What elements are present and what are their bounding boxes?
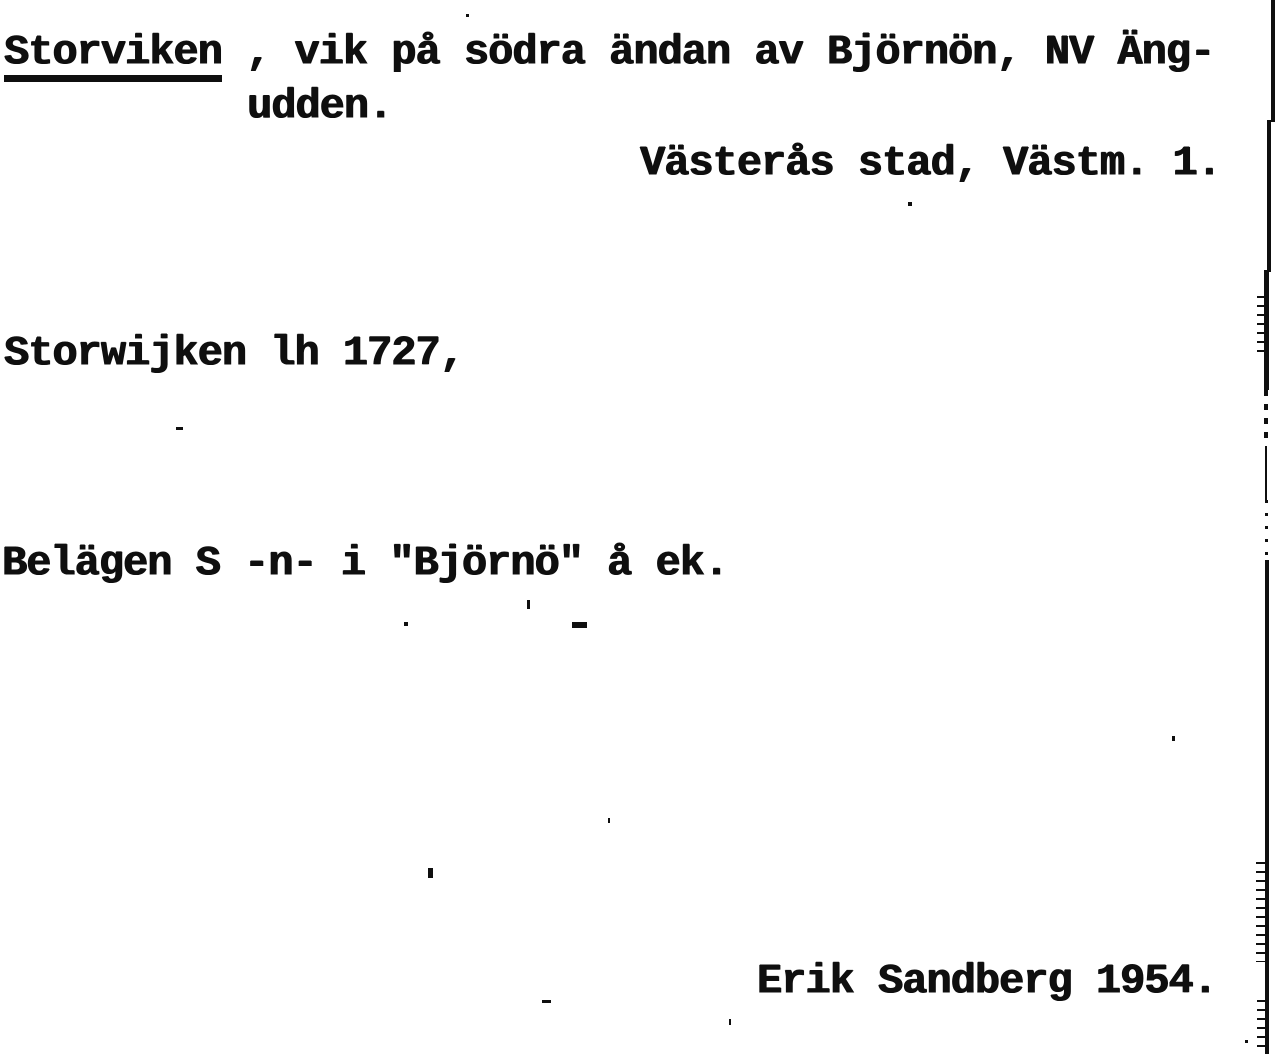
scan-speck: [608, 818, 610, 823]
card-edge-segment: [1265, 560, 1269, 1054]
note-line: Belägen S -n- i "Björnö" å ek.: [2, 539, 729, 587]
scan-speck: [176, 427, 183, 430]
scan-speck: [527, 600, 530, 609]
card-edge-segment: [1265, 446, 1267, 500]
card-edge-dots: [1265, 500, 1268, 560]
card-edge-dashes: [1264, 390, 1268, 446]
card-edge-ticks: [1256, 862, 1266, 962]
headword: Storviken: [4, 30, 222, 82]
scan-speck: [466, 14, 469, 17]
scan-speck: [729, 1019, 731, 1025]
scan-speck: [404, 622, 408, 626]
card-edge-segment: [1271, 0, 1275, 122]
scan-speck: [1245, 1040, 1248, 1043]
card-edge-segment: [1267, 120, 1271, 272]
signature-line: Erik Sandberg 1954.: [757, 957, 1217, 1005]
location-line: Västerås stad, Västm. 1.: [640, 139, 1221, 187]
head-continuation-line: udden.: [247, 82, 393, 130]
entry-head-line: [4, 30, 1214, 82]
scan-speck: [428, 868, 433, 878]
headword-rest: , vik på södra ändan av Björnön, NV Äng-: [221, 28, 1215, 76]
scan-speck: [542, 1000, 551, 1003]
card-edge-ticks: [1257, 1000, 1266, 1054]
card-edge-ticks: [1257, 296, 1265, 356]
scan-speck: [1172, 736, 1175, 741]
scan-speck: [908, 202, 912, 206]
historical-record-line: Storwijken lh 1727,: [4, 329, 464, 377]
scan-speck: [572, 622, 587, 628]
